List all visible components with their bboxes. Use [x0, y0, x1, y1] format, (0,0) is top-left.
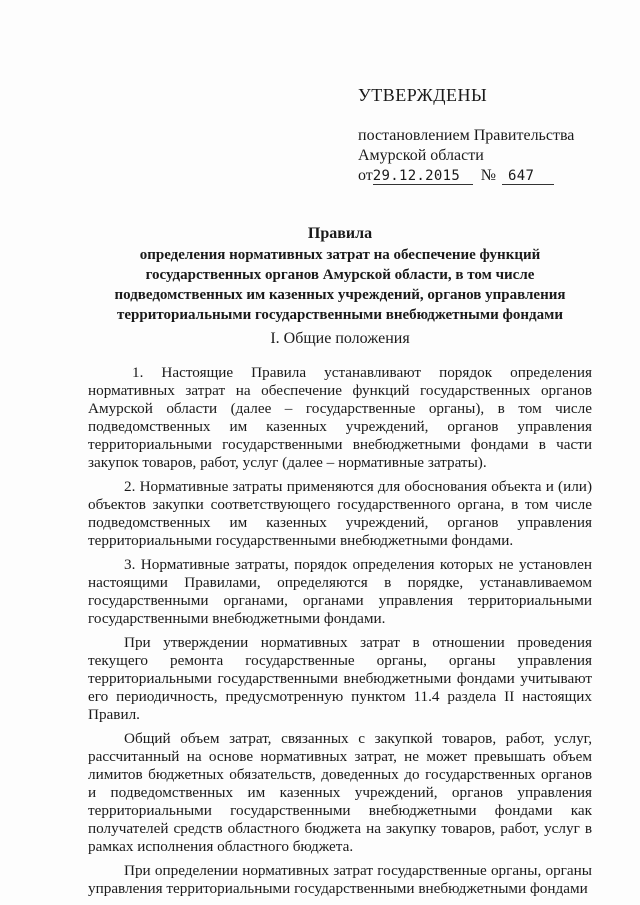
approval-requisites [358, 166, 618, 186]
number-sign: № [480, 167, 497, 184]
title-line-3: государственных органов Амурской области, в том числе [145, 267, 535, 283]
paragraph-1: 1. Настоящие Правила устанавливают порядок определения нормативных затрат на обеспечение функций государственных органов Амурской области (далее – государственные органы), в том числе подведомственных им казенных учреждений, органов управления территориальными государственными внебюджетными фондами в части закупок товаров, работ, услуг (далее – нормативные затраты). [88, 364, 592, 471]
title-line-5: территориальными государственными внебюджетными фондами [117, 307, 563, 323]
approval-stamp [358, 84, 618, 186]
title-line-2: определения нормативных затрат на обеспечение функций [139, 247, 541, 263]
paragraph-6: При определении нормативных затрат государственные органы, органы управления территориальными государственными внебюджетными фондами [88, 862, 592, 897]
approval-number: 647 [502, 168, 554, 185]
document-body [88, 364, 592, 898]
paragraph-4: При утверждении нормативных затрат в отношении проведения текущего ремонта государственные органы, органы управления территориальными государственными внебюджетными фондами учитывают его периодичность, предусмотренную пунктом 11.4 раздела II настоящих Правил. [88, 634, 592, 723]
approval-issuer: постановлением Правительства [358, 127, 575, 144]
document-title [90, 224, 590, 325]
approval-date: 29.12.2015 [373, 168, 473, 185]
paragraph-5: Общий объем затрат, связанных с закупкой товаров, работ, услуг, рассчитанный на основе нормативных затрат, не может превышать объем лимитов бюджетных обязательств, доведенных до государственных органов и подведомственных им казенных учреждений, органов управления территориальными государственными внебюджетными фондами как получателей средств областного бюджета на закупку товаров, работ, услуг в рамках исполнения областного бюджета. [88, 730, 592, 855]
section-heading: I. Общие положения [270, 330, 410, 347]
paragraph-3: 3. Нормативные затраты, порядок определения которых не установлен настоящими Правилами, определяются в порядке, устанавливаемом государственными органами, органами управления территориальными государственными внебюджетными фондами. [88, 556, 592, 627]
approval-heading: УТВЕРЖДЕНЫ [358, 85, 488, 105]
approval-region: Амурской области [358, 147, 484, 164]
paragraph-2: 2. Нормативные затраты применяются для обоснования объекта и (или) объектов закупки соответствующего государственного органа, в том числе подведомственных им казенных учреждений, органов управления территориальными государственными внебюджетными фондами. [88, 478, 592, 549]
title-line-1: Правила [307, 225, 373, 242]
date-prefix: от [358, 167, 373, 184]
title-line-4: подведомственных им казенных учреждений, органов управления [114, 287, 566, 303]
